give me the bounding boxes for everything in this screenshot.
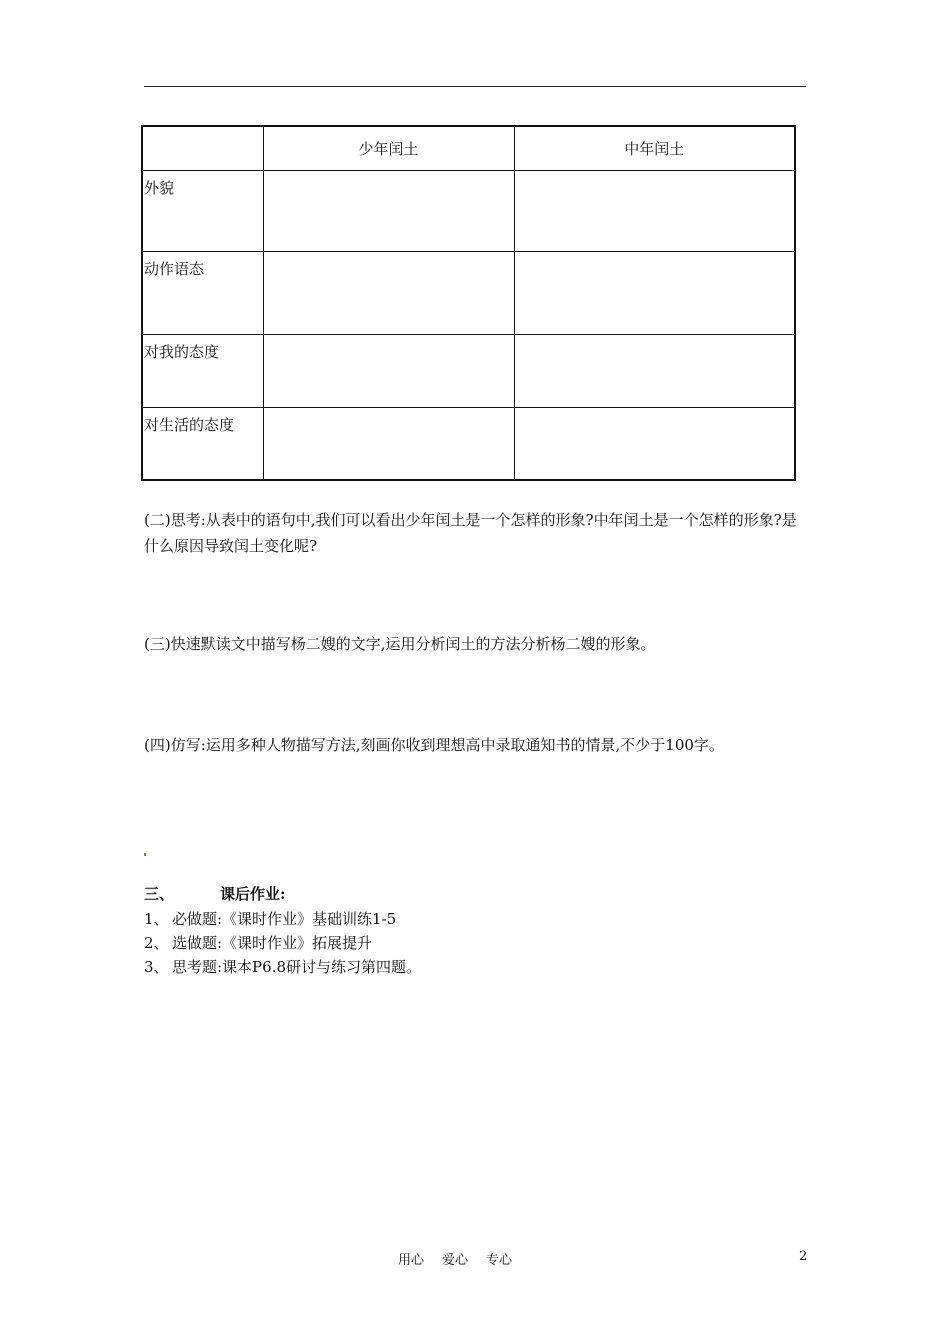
footer-slogan-word: 爱心 [442,1253,469,1268]
question-think: (二)思考:从表中的语句中,我们可以看出少年闰土是一个怎样的形象?中年闰土是一个怎样的形象?是什么原因导致闰土变化呢? [144,511,797,555]
cell-middle [514,252,795,335]
homework-item-text: 必做题:《课时作业》基础训练1-5 [172,910,397,928]
table-header-middle-aged-runtu: 中年闰土 [514,126,795,171]
homework-item-text: 思考题:课本P6.8研讨与练习第四题。 [172,958,422,976]
cell-young [263,335,514,408]
homework-item-number: 3、 [144,958,169,976]
table-header-blank [142,126,263,171]
cell-middle [514,335,795,408]
homework-heading [144,883,286,904]
footer-slogan-word: 用心 [398,1253,425,1268]
list-item [144,955,421,979]
cell-young [263,408,514,480]
homework-item-text: 选做题:《课时作业》拓展提升 [172,934,373,952]
cell-young [263,171,514,252]
row-label-appearance: 外貌 [142,171,263,252]
homework-item-number: 1、 [144,910,169,928]
cell-middle [514,408,795,480]
homework-title: 课后作业: [220,885,286,903]
list-item [144,907,421,931]
homework-item-number: 2、 [144,934,169,952]
question-write: (四)仿写:运用多种人物描写方法,刻画你收到理想高中录取通知书的情景,不少于100字。 [144,736,724,754]
cell-middle [514,171,795,252]
cell-young [263,252,514,335]
table-row [142,335,795,408]
row-label-action-speech: 动作语态 [142,252,263,335]
page-number: 2 [799,1249,808,1264]
table-header-young-runtu: 少年闰土 [263,126,514,171]
row-label-attitude-to-life: 对生活的态度 [142,408,263,480]
list-item [144,931,421,955]
homework-list [144,907,421,979]
table-row [142,171,795,252]
speck-mark [144,853,146,856]
footer-slogan [398,1249,530,1268]
comparison-table [141,125,796,481]
table-row [142,252,795,335]
table-header-row [142,126,795,171]
homework-section-number: 三、 [144,885,175,903]
row-label-attitude-to-me: 对我的态度 [142,335,263,408]
footer-slogan-word: 专心 [486,1253,513,1268]
table-row [142,408,795,480]
header-rule [144,86,806,87]
question-read: (三)快速默读文中描写杨二嫂的文字,运用分析闰土的方法分析杨二嫂的形象。 [144,635,656,653]
